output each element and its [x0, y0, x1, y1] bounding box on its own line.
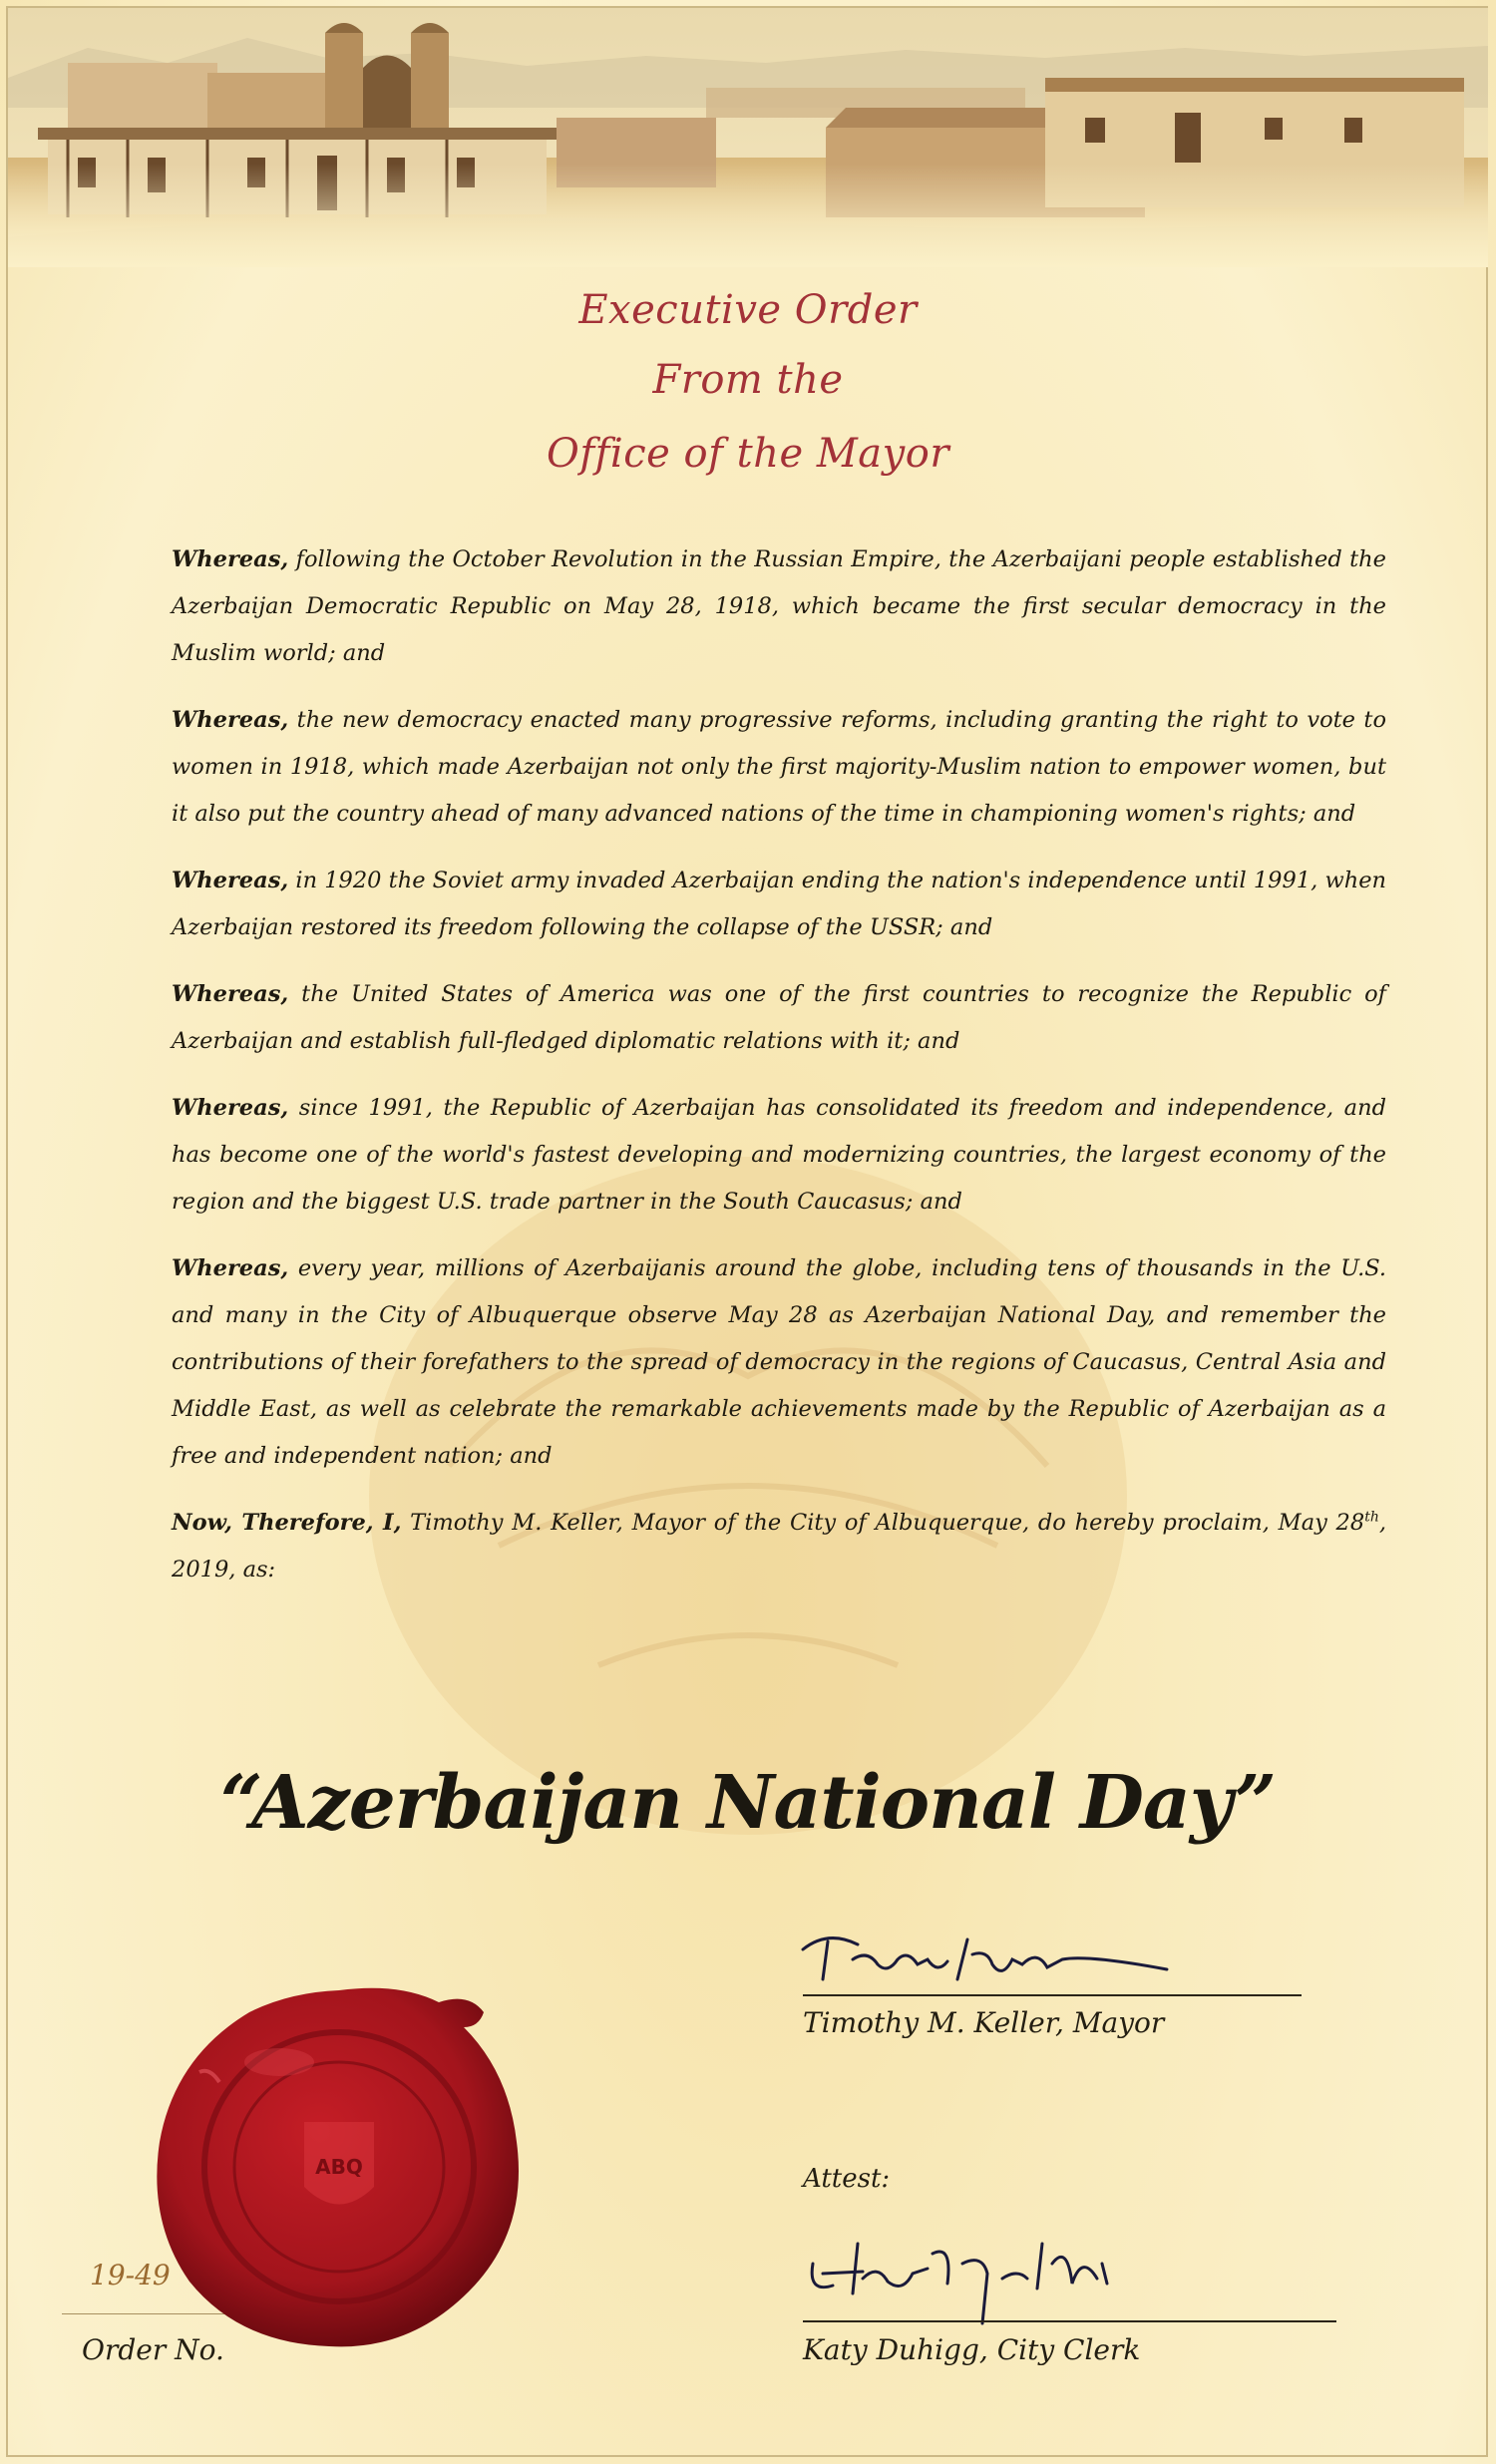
- whereas-clause: Whereas, the new democracy enacted many progressive reforms, including granting the right to vote to women in 1918, which made Azerbaijan not only the first majority-Muslim nation to empower women, but it also put the country ahead of many advanced nations of the time in championing women's rights; and: [172, 707, 1387, 827]
- whereas-clause: Whereas, the United States of America was one of the first countries to recognize the Republic of Azerbaijan and establish full-fledged diplomatic relations with it; and: [172, 981, 1386, 1054]
- whereas-clauses: [172, 536, 1386, 1613]
- whereas-clause: Whereas, following the October Revolution in the Russian Empire, the Azerbaijani people established the Azerbaijan Democratic Republic on May 28, 1918, which became the first secular democracy in the Muslim world; and: [172, 546, 1386, 666]
- mayor-signature-scribble: [798, 1920, 1177, 1999]
- mayor-signature-line: [803, 1994, 1302, 1996]
- whereas-clause: Whereas, in 1920 the Soviet army invaded Azerbaijan ending the nation's independence until 1991, when Azerbaijan restored its freedom following the collapse of the USSR; and: [172, 868, 1386, 940]
- clerk-signature-line: [803, 2320, 1336, 2322]
- mayor-name: Timothy M. Keller, Mayor: [803, 2006, 1165, 2039]
- whereas-clause: Whereas, every year, millions of Azerbaijanis around the globe, including tens of thousands in the U.S. and many in the City of Albuquerque observe May 28 as Azerbaijan National Day, and remember the contributions of their forefathers to the spread of democracy in the regions of Caucasus, Central Asia and Middle East, as well as celebrate the remarkable achievements made by the Republic of Azerbaijan as a free and independent nation; and: [172, 1255, 1386, 1469]
- order-label: Order No.: [82, 2333, 224, 2366]
- wax-seal: [140, 1972, 539, 2361]
- order-number: 19-49: [90, 2259, 171, 2291]
- whereas-clause: Whereas, since 1991, the Republic of Azerbaijan has consolidated its freedom and independence, and has become one of the world's fastest developing and modernizing countries, the largest economy of the region and the biggest U.S. trade partner in the South Caucasus; and: [172, 1095, 1386, 1215]
- proclamation-title: “Azerbaijan National Day”: [219, 1760, 1277, 1846]
- proclamation-clause: Now, Therefore, I, Timothy M. Keller, Mayor of the City of Albuquerque, do hereby proclaim, May 28th, 2019, as:: [172, 1509, 1387, 1583]
- attest-label: Attest:: [803, 2164, 891, 2194]
- title-office-of-the-mayor: Office of the Mayor: [547, 431, 949, 477]
- title-from-the: From the: [652, 357, 844, 403]
- svg-text:ABQ: ABQ: [315, 2155, 363, 2179]
- clerk-name: Katy Duhigg, City Clerk: [803, 2333, 1141, 2366]
- pueblo-banner-illustration: [8, 8, 1488, 267]
- title-executive-order: Executive Order: [578, 287, 918, 333]
- clerk-signature-scribble: [803, 2224, 1202, 2333]
